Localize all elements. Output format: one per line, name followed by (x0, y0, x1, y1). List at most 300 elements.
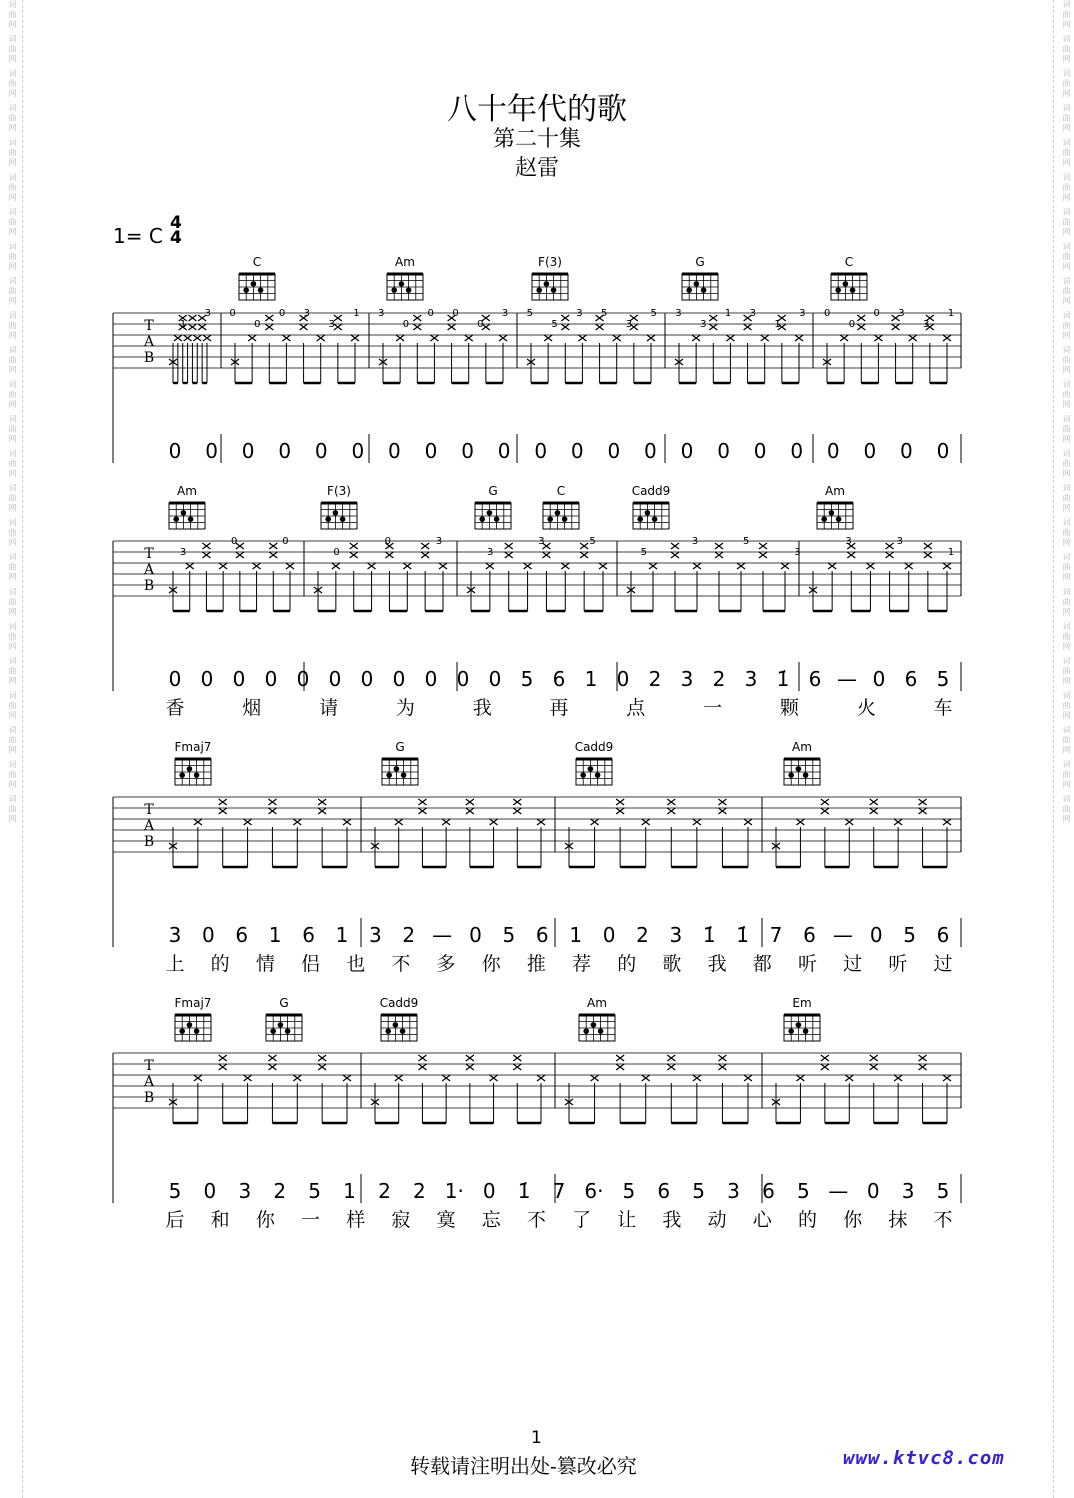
chord-diagram-f3-label: F(3) (538, 255, 562, 269)
tab-fret-number: 3 (625, 319, 633, 330)
lyric-char: 过 (933, 953, 953, 975)
tab-note (870, 808, 878, 814)
jianpu-note: 1̇ (776, 667, 790, 691)
tab-note (265, 324, 273, 330)
tab-note (781, 563, 789, 569)
tab-note (537, 819, 545, 825)
chord-diagram-cadd9-finger-dot (393, 1022, 399, 1028)
lyric-char: 寂 (391, 1209, 411, 1231)
chord-diagram-g-finger-dot (494, 516, 500, 522)
lyric-char: 推 (526, 953, 546, 975)
jianpu-note: 5 (308, 1179, 322, 1203)
lyric-char: 忘 (481, 1209, 501, 1231)
chord-diagram-g-label: G (695, 255, 705, 269)
chord-diagram-c-finger-dot (251, 281, 257, 287)
jianpu-note: 0 (360, 667, 374, 691)
tab-note (486, 563, 494, 569)
tab-note (943, 1075, 951, 1081)
tab-note (248, 335, 256, 341)
tab-note (886, 543, 894, 549)
tab-note (578, 335, 586, 341)
chord-diagram-am-finger-dot (829, 510, 835, 516)
jianpu-note: 6 (552, 667, 566, 691)
tab-note (332, 563, 340, 569)
chord-diagram-f3-finger-dot (333, 510, 339, 516)
chord-diagram-am-finger-dot (836, 516, 842, 522)
tab-note (718, 808, 726, 814)
chord-diagram-am-finger-dot (406, 287, 412, 293)
chord-diagram-cadd9-label: Cadd9 (631, 484, 671, 498)
jianpu-note: — (828, 1179, 849, 1203)
tab-note (466, 808, 474, 814)
chord-diagram-fmaj7-finger-dot (179, 1028, 185, 1034)
tab-note (202, 543, 210, 549)
tab-note (334, 315, 342, 321)
tab-fret-number: 0 (427, 308, 434, 319)
tab-note (466, 799, 474, 805)
tab-note (513, 1064, 521, 1070)
jianpu-note: 7 (769, 923, 783, 947)
tab-note (870, 1055, 878, 1061)
tab-note (667, 799, 675, 805)
jianpu-note: 0 (488, 667, 502, 691)
chord-diagram-am-label: Am (825, 484, 845, 498)
jianpu-note: 6 (657, 1179, 671, 1203)
jianpu-note: 7 (552, 1179, 566, 1203)
tab-letter-a: A (143, 1074, 155, 1090)
tab-note (647, 335, 655, 341)
tab-note (293, 1075, 301, 1081)
tab-fret-number: 0 (229, 308, 236, 319)
tab-note (203, 335, 211, 341)
chord-diagram-em-finger-dot (788, 1028, 794, 1034)
jianpu-note: 6 (235, 923, 249, 947)
jianpu-note: 1 (335, 923, 349, 947)
jianpu-note: 3 (168, 923, 182, 947)
tab-note (268, 1064, 276, 1070)
lyric-char: 一 (301, 1209, 321, 1231)
tab-letter-t: T (144, 802, 154, 818)
tab-note (909, 335, 917, 341)
jianpu-note: 0 (570, 439, 584, 463)
tab-note (318, 1064, 326, 1070)
tab-note (194, 819, 202, 825)
lyric-char: 上 (165, 953, 185, 975)
jianpu-note: 2 (273, 1179, 287, 1203)
tab-letter-t: T (144, 318, 154, 334)
tab-note (642, 1075, 650, 1081)
chord-diagram-g-finger-dot (694, 281, 700, 287)
tab-note (466, 1064, 474, 1070)
song-subtitle: 第二十集 (492, 127, 581, 152)
chord-diagram-am-finger-dot (391, 287, 397, 293)
jianpu-note: 0 (680, 439, 694, 463)
tab-note (395, 1075, 403, 1081)
tab-fret-number: 5 (600, 308, 608, 319)
chord-diagram-g-label: G (395, 740, 405, 754)
chord-diagram-cadd9-finger-dot (580, 772, 586, 778)
chord-diagram-c-finger-dot (258, 287, 264, 293)
tab-note (219, 563, 227, 569)
chord-diagram-am-finger-dot (788, 772, 794, 778)
tab-note (840, 335, 848, 341)
chord-diagram-c-finger-dot (555, 510, 561, 516)
tab-fret-number: 3 (576, 308, 583, 319)
chord-diagram-f3-finger-dot (551, 287, 557, 293)
jianpu-note: 0 (314, 439, 328, 463)
jianpu-note: 0 (351, 439, 365, 463)
tab-note (924, 543, 932, 549)
tab-note (894, 1075, 902, 1081)
tab-note (395, 819, 403, 825)
lyric-char: 的 (797, 1209, 817, 1231)
lyric-char: 我 (707, 953, 727, 975)
tab-note (886, 552, 894, 558)
chord-diagram-f3-finger-dot (536, 287, 542, 293)
tab-note (693, 1075, 701, 1081)
chord-diagram-cadd9-label: Cadd9 (379, 996, 419, 1010)
tab-fret-number: 5 (589, 536, 596, 547)
tab-note (499, 335, 507, 341)
chord-diagram-c-label: C (556, 484, 566, 498)
jianpu-note: 5 (903, 923, 916, 947)
tab-fret-number: 3 (896, 536, 903, 547)
tab-fret-number: 1 (774, 319, 781, 330)
chord-diagram-c-finger-dot (835, 287, 841, 293)
jianpu-note: 0 (826, 439, 840, 463)
tab-note (343, 819, 351, 825)
jianpu-note: 5 (936, 1179, 950, 1203)
chord-diagram-g-finger-dot (401, 772, 407, 778)
tab-note (418, 799, 426, 805)
lyric-char: 不 (526, 1209, 546, 1231)
tab-note (943, 335, 951, 341)
chord-diagram-cadd9-finger-dot (645, 510, 651, 516)
tab-note (599, 563, 607, 569)
tab-note (821, 799, 829, 805)
lyric-char: 我 (472, 697, 492, 719)
lyric-char: 颗 (779, 697, 799, 719)
tab-fret-number: 3 (898, 308, 905, 319)
tab-note (421, 552, 429, 558)
chord-diagram-fmaj7-finger-dot (194, 1028, 200, 1034)
tab-note (268, 799, 276, 805)
chord-diagram-am-finger-dot (821, 516, 827, 522)
tab-note (718, 1064, 726, 1070)
left-watermark: 词曲网 词曲网 词曲网 词曲网 词曲网 词曲网 词曲网 词曲网 词曲网 词曲网 词曲网 词曲网 词曲网 词曲网 词曲网 词曲网 词曲网 词曲网 词曲网 词曲网 词曲网 词曲网 词曲网 词曲网 (8, 0, 17, 825)
chord-diagram-cadd9-finger-dot (385, 1028, 391, 1034)
tab-note (490, 1075, 498, 1081)
jianpu-note: — (832, 923, 853, 947)
lyric-char: 荐 (572, 953, 592, 975)
tab-note (513, 1055, 521, 1061)
jianpu-note: 0 (388, 439, 401, 463)
lyric-char: 点 (626, 697, 646, 719)
tab-fret-number: 0 (333, 547, 340, 558)
tab-note (174, 335, 182, 341)
chord-diagram-g-finger-dot (701, 287, 707, 293)
tab-note (616, 1064, 624, 1070)
lyric-char: 的 (210, 953, 230, 975)
chord-diagram-am-finger-dot (598, 1028, 604, 1034)
jianpu-note: 3 (669, 923, 683, 947)
chord-diagram-cadd9-finger-dot (652, 516, 658, 522)
chord-diagram-fmaj7-finger-dot (187, 766, 193, 772)
tab-fret-number: 3 (799, 308, 806, 319)
lyric-char: 都 (752, 953, 772, 975)
tab-note (759, 552, 767, 558)
jianpu-note: 0 (424, 439, 438, 463)
tab-note (709, 324, 717, 330)
tab-note (448, 324, 456, 330)
jianpu-note: — (432, 923, 453, 947)
chord-diagram-g-finger-dot (686, 287, 692, 293)
jianpu-note: 0 (863, 439, 877, 463)
tab-note (544, 335, 552, 341)
jianpu-note: 0 (205, 439, 218, 463)
tab-note (202, 552, 210, 558)
tab-note (505, 543, 513, 549)
chord-diagram-am-finger-dot (591, 1022, 597, 1028)
jianpu-note: 0 (241, 439, 255, 463)
tab-fret-number: 3 (204, 308, 211, 319)
tab-note (693, 563, 701, 569)
tab-note (821, 1064, 829, 1070)
tab-fret-number: 5 (743, 536, 750, 547)
tab-note (413, 315, 421, 321)
tab-note (244, 819, 252, 825)
chord-diagram-g-label: G (488, 484, 498, 498)
key-signature: 1= C (113, 224, 163, 248)
jianpu-note: 2 (648, 667, 662, 691)
right-watermark: 词曲网 词曲网 词曲网 词曲网 词曲网 词曲网 词曲网 词曲网 词曲网 词曲网 词曲网 词曲网 词曲网 词曲网 词曲网 词曲网 词曲网 词曲网 词曲网 词曲网 词曲网 词曲网 词曲网 词曲网 (1062, 0, 1071, 825)
chord-diagram-g-finger-dot (278, 1022, 284, 1028)
lyric-char: 歌 (662, 953, 682, 975)
jianpu-note: 5 (796, 1179, 810, 1203)
tab-note (253, 563, 261, 569)
chord-diagram-em-finger-dot (796, 1022, 802, 1028)
jianpu-note: 0 (424, 667, 438, 691)
tab-note (715, 552, 723, 558)
tab-note (430, 335, 438, 341)
jianpu-note: 0 (200, 667, 214, 691)
song-title: 八十年代的歌 (447, 92, 627, 127)
tab-fret-number: 3 (487, 547, 494, 558)
tab-note (269, 543, 277, 549)
website-logo: www.ktvc8.com (843, 1447, 1005, 1469)
tab-note (919, 1055, 927, 1061)
chord-diagram-g-finger-dot (479, 516, 485, 522)
lyric-char: 也 (346, 953, 366, 975)
tab-fret-number: 1 (179, 319, 187, 330)
jianpu-note: 0 (328, 667, 342, 691)
chord-diagram-f3-label: F(3) (327, 484, 351, 498)
chord-diagram-f3-finger-dot (325, 516, 331, 522)
chord-diagram-c-finger-dot (850, 287, 856, 293)
chord-diagram-em-label: Em (792, 996, 812, 1010)
tab-letter-b: B (143, 578, 155, 594)
jianpu-note: 0 (482, 1179, 496, 1203)
tab-note (418, 808, 426, 814)
tab-note (350, 543, 358, 549)
jianpu-note: 0 (278, 439, 292, 463)
tab-note (796, 819, 804, 825)
lyric-char: 为 (395, 697, 415, 719)
tab-note (744, 1075, 752, 1081)
tab-letter-a: A (143, 334, 155, 350)
tab-note (396, 335, 404, 341)
tab-note (761, 335, 769, 341)
tab-note (591, 819, 599, 825)
tab-note (759, 543, 767, 549)
lyric-char: 后 (165, 1209, 185, 1231)
jianpu-note: 1 (584, 667, 598, 691)
tab-fret-number: 3 (501, 308, 509, 319)
jianpu-note: 0 (168, 667, 182, 691)
lyric-char: 烟 (242, 697, 262, 719)
tab-note (561, 315, 569, 321)
jianpu-note: 0 (616, 667, 630, 691)
tab-note (537, 1075, 545, 1081)
tab-note (874, 335, 882, 341)
tab-note (596, 324, 604, 330)
jianpu-note: 0 (790, 439, 804, 463)
jianpu-note: 6 (904, 667, 918, 691)
jianpu-note: 1· (444, 1179, 464, 1203)
chord-diagram-fmaj7-label: Fmaj7 (174, 740, 212, 754)
chord-diagram-g-finger-dot (285, 1028, 291, 1034)
jianpu-note: 0 (717, 439, 730, 463)
tab-note (442, 819, 450, 825)
lyric-char: 你 (481, 953, 501, 975)
tab-fret-number: 0 (254, 319, 261, 330)
jianpu-note: 6 (302, 923, 315, 947)
tab-fret-number: 3 (328, 319, 335, 330)
tab-fret-number: 0 (402, 319, 410, 330)
jianpu-note: 2 (402, 923, 416, 947)
tab-note (737, 563, 745, 569)
tab-fret-number: 0 (873, 308, 880, 319)
jianpu-note: 0 (456, 667, 470, 691)
tab-note (542, 552, 550, 558)
lyric-char: 我 (662, 1209, 682, 1231)
tab-fret-number: 1 (947, 547, 955, 558)
tab-fret-number: 3 (675, 308, 682, 319)
tab-note (236, 552, 244, 558)
tab-note (244, 1075, 252, 1081)
jianpu-note: — (837, 667, 857, 691)
lyric-char: 侣 (301, 953, 321, 975)
tab-note (616, 1055, 624, 1061)
lyric-char: 多 (436, 953, 456, 975)
lyric-char: 过 (843, 953, 863, 975)
tab-note (513, 799, 521, 805)
jianpu-note: 0 (296, 667, 310, 691)
jianpu-note: 6 (762, 1179, 775, 1203)
tab-note (870, 799, 878, 805)
tab-note (194, 1075, 202, 1081)
jianpu-note: 0 (202, 923, 215, 947)
tab-fret-number: 5 (551, 319, 558, 330)
lyric-char: 心 (752, 1209, 772, 1231)
lyric-char: 再 (549, 697, 569, 719)
jianpu-note: 0 (872, 667, 886, 691)
tab-note (667, 808, 675, 814)
chord-diagram-c-finger-dot (243, 287, 249, 293)
jianpu-note: 0 (392, 667, 406, 691)
tab-note (591, 1075, 599, 1081)
tab-note (368, 563, 376, 569)
jianpu-note: 0 (264, 667, 278, 691)
tab-note (269, 552, 277, 558)
tab-note (692, 335, 700, 341)
copyright-notice: 转载请注明出处-篡改必究 (410, 1454, 637, 1478)
tab-note (268, 1055, 276, 1061)
tab-note (418, 1055, 426, 1061)
tab-fret-number: 0 (477, 319, 484, 330)
tab-fret-number: 1 (947, 308, 955, 319)
jianpu-note: 0 (232, 667, 246, 691)
chord-diagram-c-finger-dot (547, 516, 553, 522)
time-sig-top: 4 (170, 213, 182, 233)
chord-diagram-am-finger-dot (583, 1028, 589, 1034)
tab-note (795, 335, 803, 341)
tab-note (219, 1064, 227, 1070)
lyric-char: 一 (703, 697, 723, 719)
tab-fret-number: 0 (282, 536, 289, 547)
chord-diagram-c-finger-dot (562, 516, 568, 522)
tab-fret-number: 3 (923, 319, 930, 330)
tab-note (616, 808, 624, 814)
chord-diagram-cadd9-finger-dot (400, 1028, 406, 1034)
tab-fret-number: 0 (278, 308, 286, 319)
tab-note (418, 1064, 426, 1070)
tab-note (561, 563, 569, 569)
tab-note (198, 324, 206, 330)
tab-note (318, 799, 326, 805)
tab-note (286, 563, 294, 569)
tab-note (693, 819, 701, 825)
tab-note (219, 1055, 227, 1061)
lyric-char: 你 (255, 1209, 275, 1231)
tab-letter-t: T (144, 1058, 154, 1074)
tab-note (293, 819, 301, 825)
song-artist: 赵雷 (514, 156, 559, 181)
tab-note (282, 335, 290, 341)
tab-note (524, 563, 532, 569)
tab-note (924, 552, 932, 558)
lyric-char: 样 (346, 1209, 366, 1231)
jianpu-note: 1 (343, 1179, 356, 1203)
tab-note (413, 324, 421, 330)
jianpu-note: 0 (644, 439, 657, 463)
jianpu-note: 1̇ (736, 923, 750, 947)
chord-diagram-am-finger-dot (181, 510, 187, 516)
tab-letter-a: A (143, 562, 155, 578)
tab-note (943, 819, 951, 825)
tab-note (828, 563, 836, 569)
tab-note (821, 808, 829, 814)
tab-note (857, 315, 865, 321)
chord-diagram-am-finger-dot (173, 516, 179, 522)
tab-note (892, 324, 900, 330)
chord-diagram-c-finger-dot (843, 281, 849, 287)
lyric-char: 请 (319, 697, 339, 719)
lyric-char: 动 (707, 1209, 727, 1231)
jianpu-note: 2 (636, 923, 649, 947)
lyric-char: 情 (255, 953, 275, 975)
tab-fret-number: 0 (231, 536, 238, 547)
